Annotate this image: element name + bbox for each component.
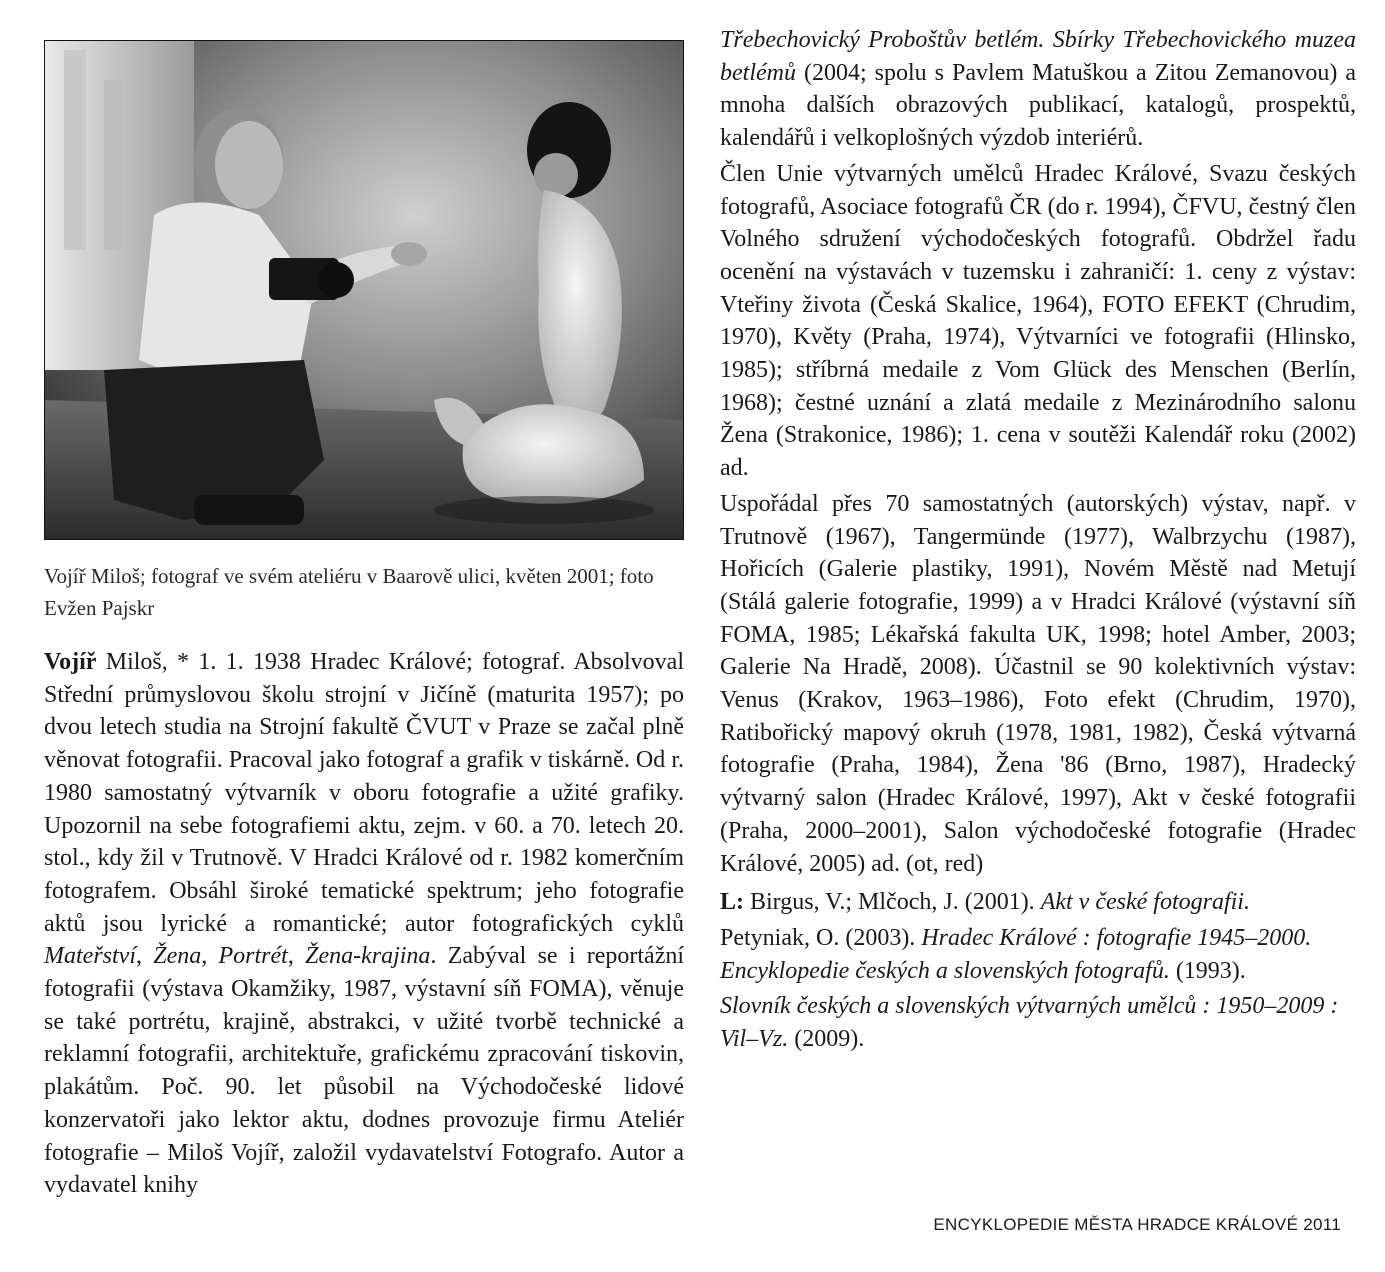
ref-year: (1993). [1169, 957, 1246, 984]
cycle-title: Portrét [218, 943, 288, 970]
ref-authors: Petyniak, O. (2003). [720, 924, 922, 951]
entry-paragraph-1 [44, 646, 684, 1202]
entry-paragraph-1-cont [720, 24, 1356, 155]
entry-column-right [720, 24, 1356, 1056]
photo-image [44, 40, 684, 540]
entry-body: (2004; spolu s Pavlem Matuškou a Zitou Zemanovou) a mnoha dalších obrazových publikací, katalogů, prospektů, kalendářů i velkoplošných výzdob interiérů. [720, 59, 1356, 152]
page-footer: ENCYKLOPEDIE MĚSTA HRADCE KRÁLOVÉ 2011 [933, 1215, 1341, 1234]
ref-title: Slovník českých a slovenských výtvarných umělců : 1950–2009 : Vil–Vz. [720, 993, 1339, 1053]
separator: , [135, 943, 154, 970]
ref-title: Akt v české fotografii. [1040, 889, 1250, 916]
separator: , [287, 943, 306, 970]
entry-paragraph-2: Člen Unie výtvarných umělců Hradec Králové, Svazu českých fotografů, Asociace fotografů ČR (do r. 1994), ČFVU, čestný člen Volného sdružení východočeských fotografů. Obdržel řadu ocenění na výstavách v tuzemsku i zahraničí: 1. ceny z výstav: Vteřiny života (Česká Skalice, 1964), FOTO EFEKT (Chrudim, 1970), Květy (Praha, 1974), Výtvarníci ve fotografii (Hlinsko, 1985); stříbrná medaile z Vom Glück des Menschen (Berlín, 1968); čestné uznání a zlatá medaile z Mezinárodního salonu Žena (Strakonice, 1986); 1. cena v soutěži Kalendář roku (2002) ad. [720, 160, 1356, 482]
cycle-title: Žena-krajina [305, 943, 431, 970]
photo-caption: Vojíř Miloš; fotograf ve svém ateliéru v Baarově ulici, květen 2001; foto Evžen Pajskr [44, 564, 654, 620]
ref-title: Hradec Králové : fotografie 1945–2000. [921, 924, 1312, 951]
entry-body: . Zabýval se i reportážní fotografii (výstava Okamžiky, 1987, výstavní síň FOMA), věnuje se také portrétu, krajině, abstrakci, v užité tvorbě technické a reklamní fotografii, architektuře, grafickému zpracování tiskovin, plakátům. Poč. 90. let působil na Východočeské lidové konzervatoři jako lektor aktu, dodnes provozuje firmu Ateliér fotografie – Miloš Vojíř, založil vydavatelství Fotografo. Autor a vydavatel knihy [44, 943, 685, 1199]
literature-ref-1 [720, 886, 1356, 919]
ref-year: (2009). [788, 1026, 865, 1053]
literature [720, 886, 1356, 1056]
cycle-title: Žena [153, 943, 202, 970]
entry-intro: Miloš, * 1. 1. 1938 Hradec Králové; fotograf. Absolvoval Střední průmyslovou školu strojní v Jičíně (maturita 1957); po dvou letech studia na Strojní fakultě ČVUT v Praze se začal plně věnovat fotografii. Pracoval jako fotograf a grafik v tiskárně. Od r. 1980 samostatný výtvarník v oboru fotografie a užité grafiky. Upozornil na sebe fotografiemi aktu, zejm. v 60. a 70. letech 20. stol., kdy žil v Trutnově. V Hradci Králové od r. 1982 komerčním fotografem. Obsáhl široké tematické spektrum; jeho fotografie aktů jsou lyrické a romantické; autor fotografických cyklů [44, 649, 684, 937]
literature-label: L: [720, 889, 744, 916]
cycle-title: Mateřství [44, 943, 136, 970]
book-title: Třebechovický Proboštův betlém. Sbírky Třebechovického muzea betlémů [720, 27, 1356, 86]
ref-title: Encyklopedie českých a slovenských fotografů. [720, 957, 1170, 984]
entry-column-left [44, 646, 684, 1202]
literature-ref-4 [720, 990, 1356, 1055]
entry-headword: Vojíř [44, 649, 97, 675]
photo [44, 40, 684, 540]
ref-authors: Birgus, V.; Mlčoch, J. (2001). [744, 889, 1041, 916]
literature-ref-2 [720, 922, 1356, 987]
entry-paragraph-3: Uspořádal přes 70 samostatných (autorských) výstav, např. v Trutnově (1967), Tangermünde (1977), Walbrzychu (1987), Hořicích (Galerie plastiky, 1991), Novém Městě nad Metují (Stálá galerie fotografie, 1999) a v Hradci Králové (výstavní síň FOMA, 1985; Lékařská fakulta UK, 1998; hotel Amber, 2003; Galerie Na Hradě, 2008). Účastnil se 90 kolektivních výstav: Venus (Krakov, 1963–1986), Foto efekt (Chrudim, 1970), Ratibořický mapový okruh (1978, 1981, 1982), Česká výtvarná fotografie (Praha, 1984), Žena '86 (Brno, 1987), Hradecký výtvarný salon (Hradec Králové, 1997), Akt v české fotografii (Praha, 2000–2001), Salon východočeské fotografie (Hradec Králové, 2005) ad. (ot, red) [720, 490, 1356, 877]
separator: , [201, 943, 219, 970]
